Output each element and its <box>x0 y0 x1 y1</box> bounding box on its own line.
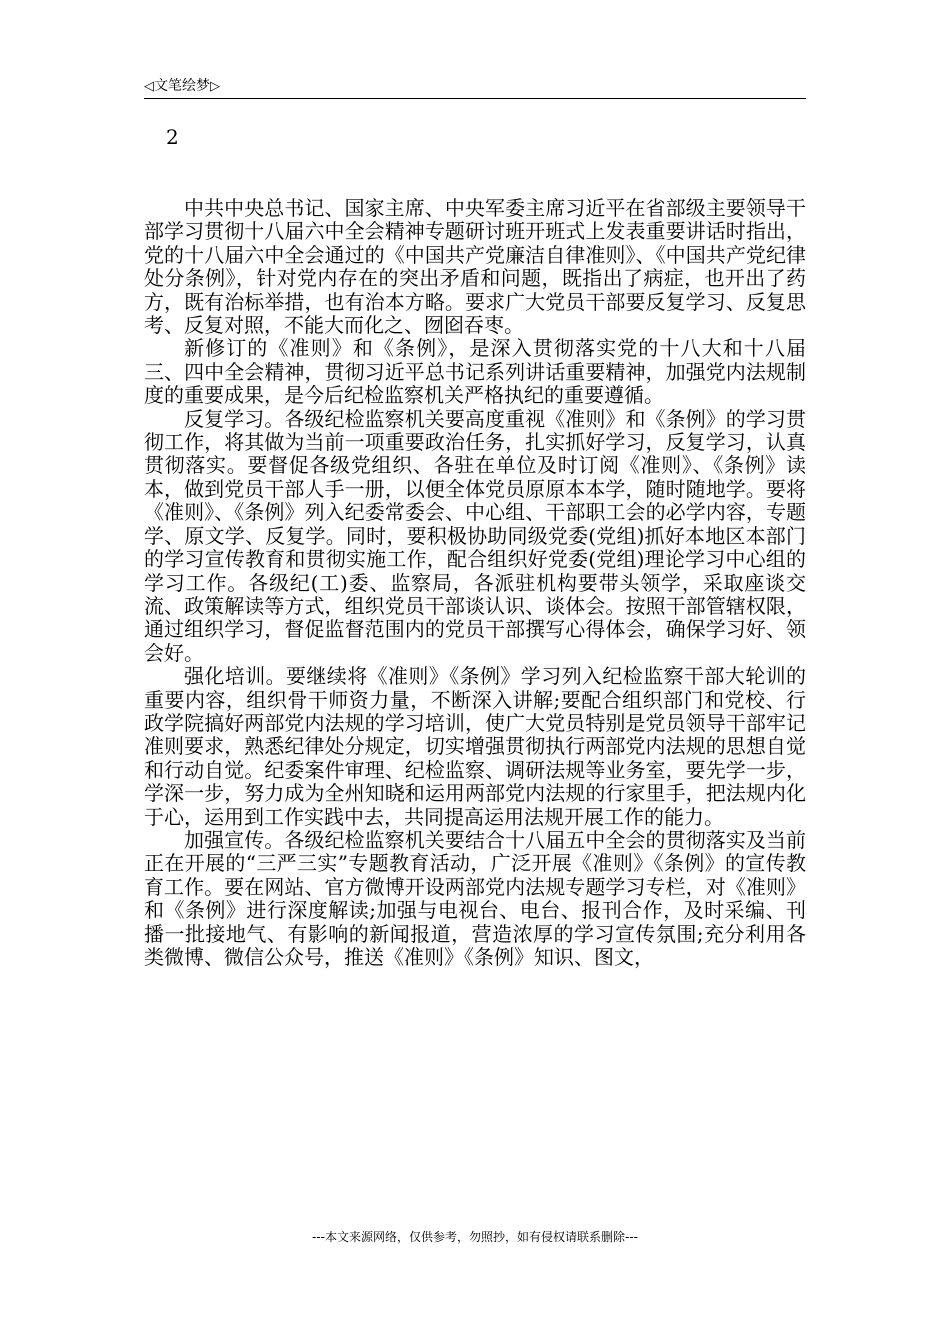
page-header <box>144 76 806 99</box>
left-triangle-icon: ◁ <box>144 79 154 94</box>
footer-disclaimer: ---本文来源网络，仅供参考，勿照抄，如有侵权请联系删除--- <box>312 1230 638 1244</box>
right-triangle-icon: ▷ <box>210 79 220 94</box>
paragraph: 加强宣传。各级纪检监察机关要结合十八届五中全会的贯彻落实及当前正在开展的“三严三实”专题教育活动，广泛开展《准则》《条例》的宣传教育工作。要在网站、官方微博开设两部党内法规专题学习专栏，对《准则》和《条例》进行深度解读;加强与电视台、电台、报刊合作，及时采编、刊播一批接地气、有影响的新闻报道，营造浓厚的学习宣传氛围;充分利用各类微博、微信公众号，推送《准则》《条例》知识、图文， <box>144 827 806 969</box>
paragraph: 强化培训。要继续将《准则》《条例》学习列入纪检监察干部大轮训的重要内容，组织骨干师资力量，不断深入讲解;要配合组织部门和党校、行政学院搞好两部党内法规的学习培训，使广大党员特别是党员领导干部牢记准则要求，熟悉纪律处分规定，切实增强贯彻执行两部党内法规的思想自觉和行动自觉。纪委案件审理、纪检监察、调研法规等业务室，要先学一步，学深一步，努力成为全州知晓和运用两部党内法规的行家里手，把法规内化于心，运用到工作实践中去，共同提高运用法规开展工作的能力。 <box>144 664 806 829</box>
paragraph: 中共中央总书记、国家主席、中央军委主席习近平在省部级主要领导干部学习贯彻十八届六中全会精神专题研讨班开班式上发表重要讲话时指出，党的十八届六中全会通过的《中国共产党廉洁自律准则》、《中国共产党纪律处分条例》，针对党内存在的突出矛盾和问题，既指出了病症，也开出了药方，既有治标举措，也有治本方略。要求广大党员干部要反复学习、反复思考、反复对照，不能大而化之、囫囵吞枣。 <box>144 196 806 338</box>
header-brand: 文笔绘梦 <box>154 78 210 94</box>
paragraph: 反复学习。各级纪检监察机关要高度重视《准则》和《条例》的学习贯彻工作，将其做为当前一项重要政治任务，扎实抓好学习，反复学习，认真贯彻落实。要督促各级党组织、各驻在单位及时订阅《准则》、《条例》读本，做到党员干部人手一册，以便全体党员原原本本学，随时随地学。要将《准则》、《条例》列入纪委常委会、中心组、干部职工会的必学内容，专题学、原文学、反复学。同时，要积极协助同级党委(党组)抓好本地区本部门的学习宣传教育和贯彻实施工作，配合组织好党委(党组)理论学习中心组的学习工作。各级纪(工)委、监察局，各派驻机构要带头领学，采取座谈交流、政策解读等方式，组织党员干部谈认识、谈体会。按照干部管辖权限，通过组织学习，督促监督范围内的党员干部撰写心得体会，确保学习好、领会好。 <box>144 406 806 665</box>
page-number: 2 <box>166 125 179 149</box>
paragraph: 新修订的《准则》和《条例》，是深入贯彻落实党的十八大和十八届三、四中全会精神，贯彻习近平总书记系列讲话重要精神，加强党内法规制度的重要成果，是今后纪检监察机关严格执纪的重要遵循。 <box>144 336 806 408</box>
document-body <box>144 197 806 969</box>
